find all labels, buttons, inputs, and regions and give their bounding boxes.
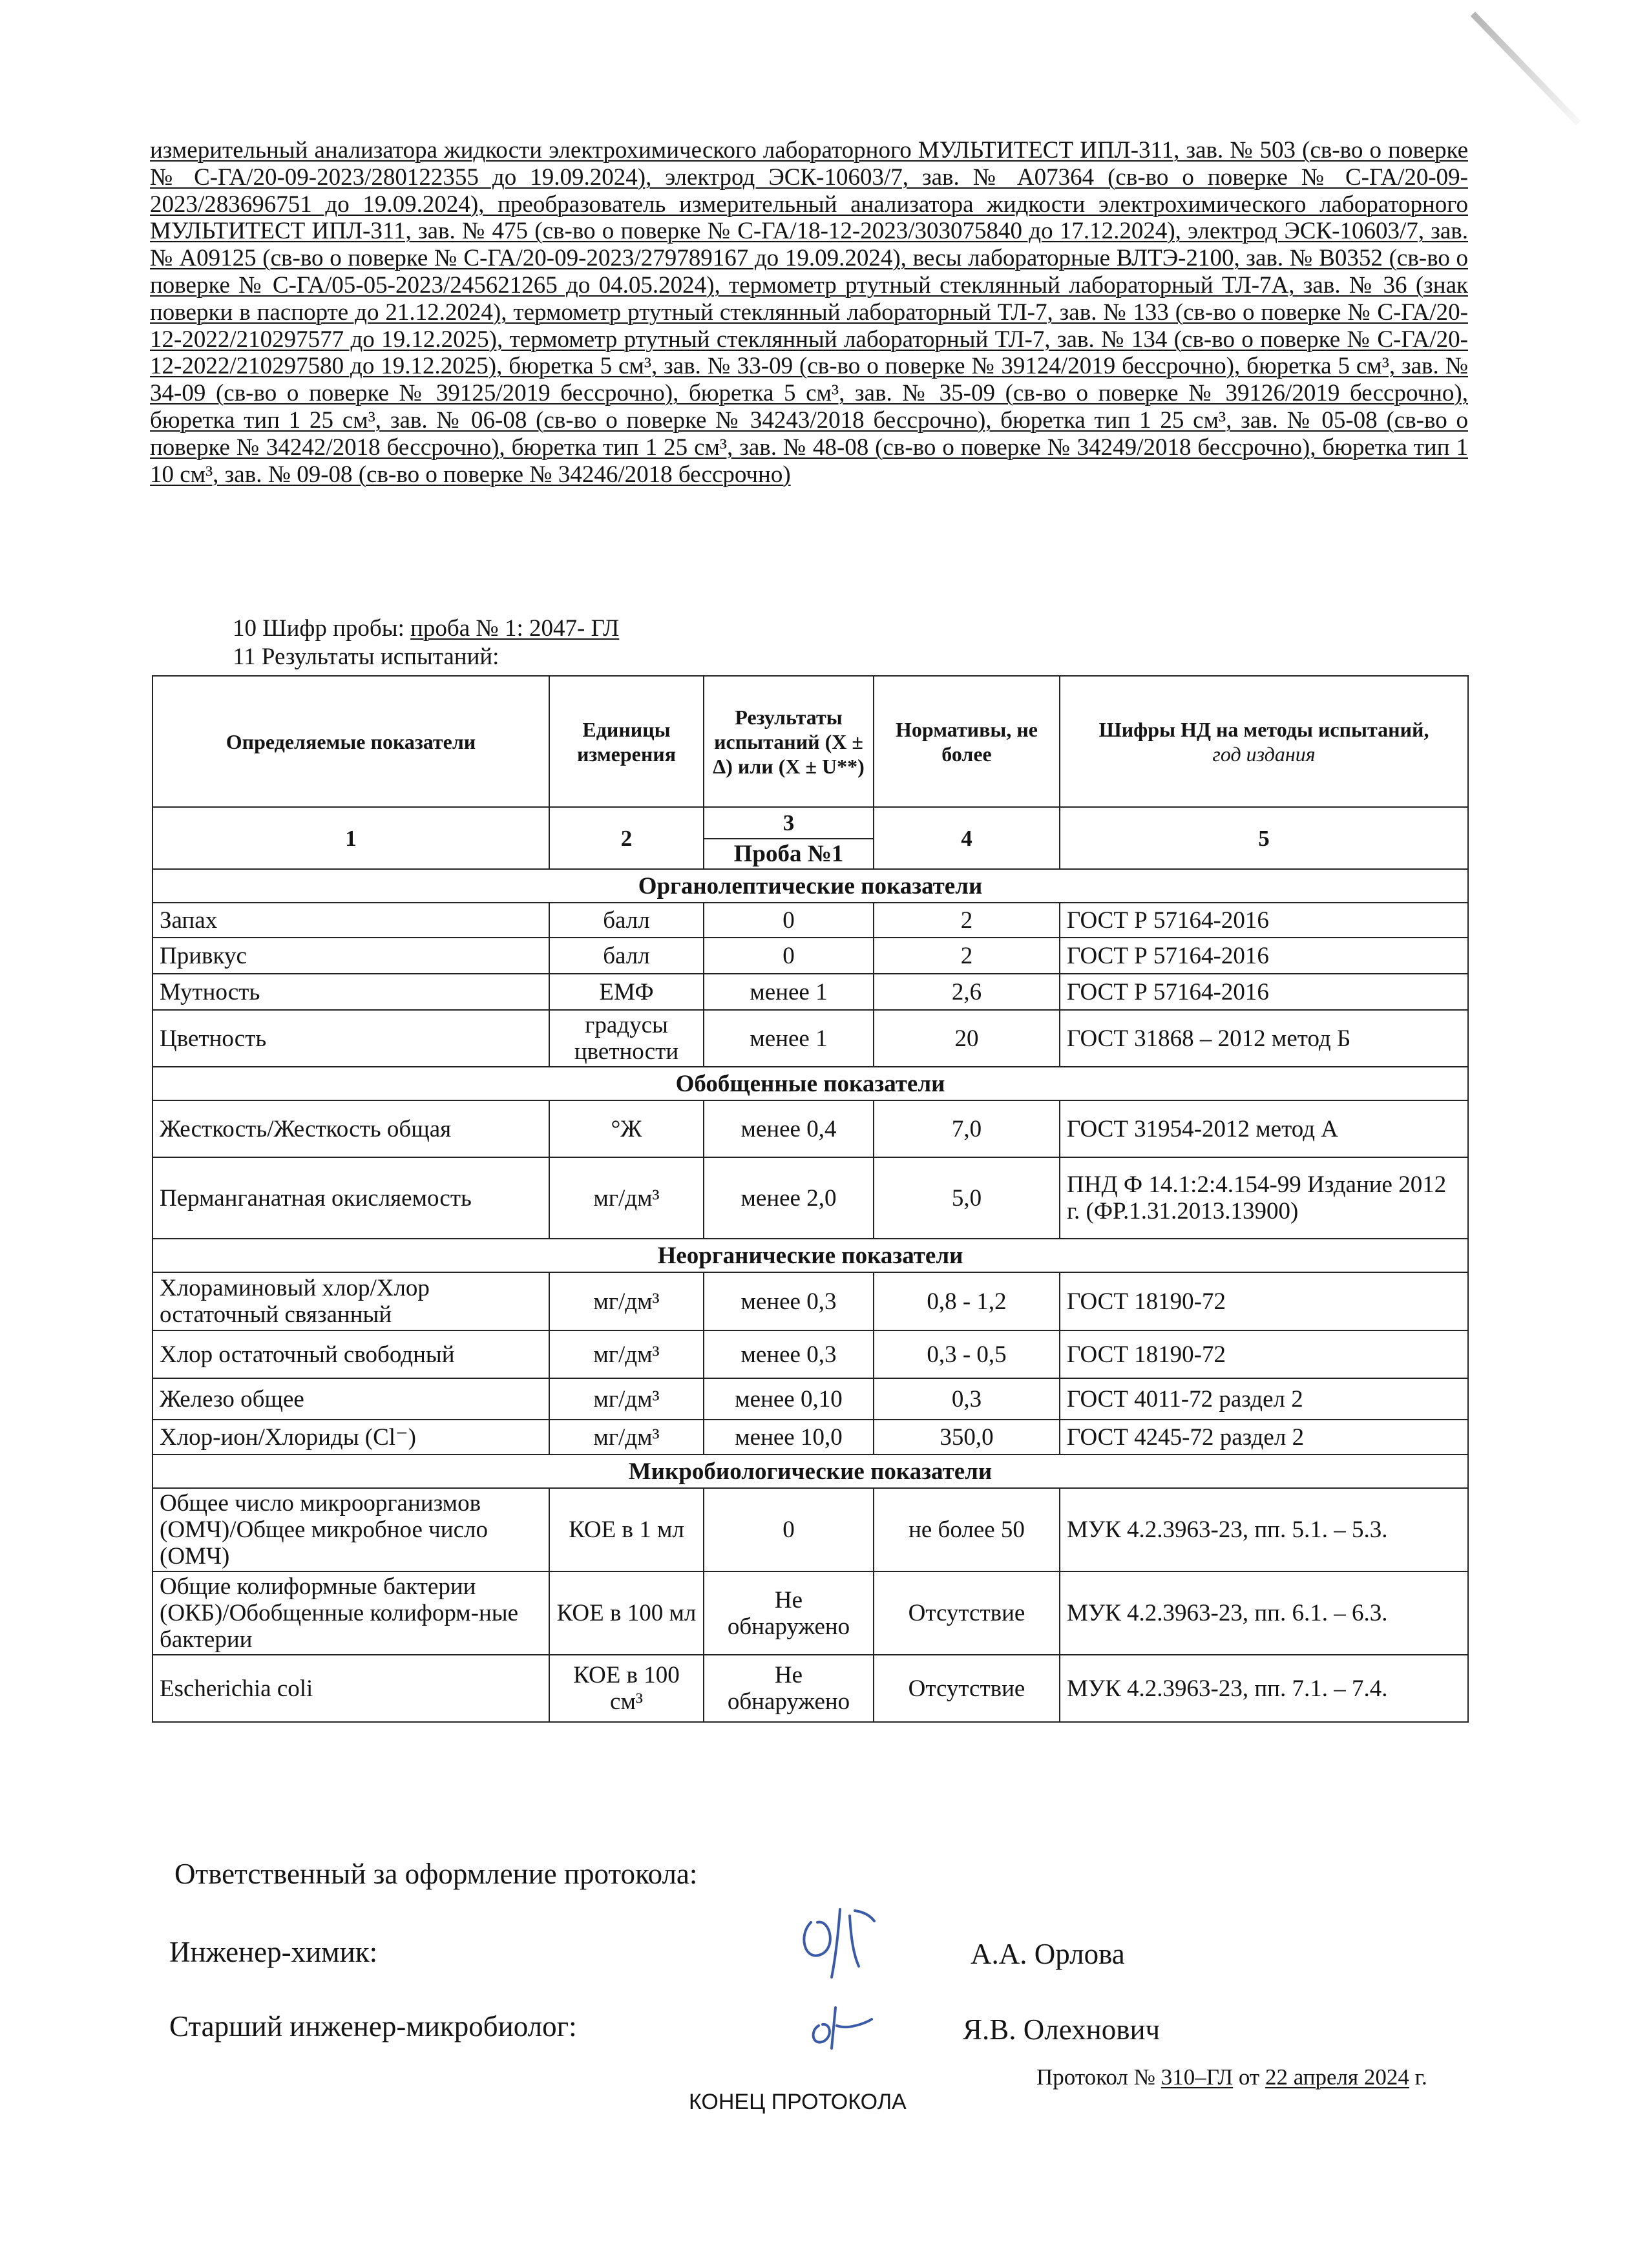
unit: °Ж — [549, 1100, 704, 1157]
indicator-name: Железо общее — [152, 1378, 549, 1420]
column-number: 4 — [874, 807, 1060, 869]
sample-label: Проба №1 — [704, 839, 874, 869]
result: менее 0,4 — [704, 1100, 874, 1157]
header-results: Результаты испытаний (X ± Δ) или (X ± U**) — [704, 676, 874, 807]
results-heading: 11 Результаты испытаний: — [233, 644, 499, 670]
table-row — [152, 938, 1468, 974]
section-title: Неорганические показатели — [152, 1239, 1468, 1272]
section-title: Микробиологические показатели — [152, 1454, 1468, 1488]
table-row — [152, 1420, 1468, 1454]
result: менее 2,0 — [704, 1157, 874, 1239]
norm: Отсутствие — [874, 1655, 1060, 1722]
result: менее 0,3 — [704, 1330, 874, 1378]
result: менее 1 — [704, 974, 874, 1010]
sample-code-line — [233, 615, 619, 642]
scan-edge-mark — [1471, 12, 1581, 125]
indicator-name: Общие колиформные бактерии (ОКБ)/Обобщенные колиформ-ные бактерии — [152, 1571, 549, 1655]
method: ГОСТ 31954-2012 метод А — [1060, 1100, 1468, 1157]
table-row — [152, 974, 1468, 1010]
indicator-name: Хлор остаточный свободный — [152, 1330, 549, 1378]
indicator-name: Жесткость/Жесткость общая — [152, 1100, 549, 1157]
table-header-row — [152, 676, 1468, 807]
indicator-name: Общее число микроорганизмов (ОМЧ)/Общее микробное число (ОМЧ) — [152, 1488, 549, 1571]
section-row — [152, 1239, 1468, 1272]
section-row — [152, 1067, 1468, 1100]
header-units: Единицы измерения — [549, 676, 704, 807]
sample-code-value: проба № 1: 2047- ГЛ — [410, 615, 620, 642]
unit: мг/дм³ — [549, 1272, 704, 1330]
norm: не более 50 — [874, 1488, 1060, 1571]
method: ГОСТ Р 57164-2016 — [1060, 938, 1468, 974]
result: Не обнаружено — [704, 1571, 874, 1655]
header-methods-year: год издания — [1212, 742, 1316, 766]
unit: КОЕ в 100 мл — [549, 1571, 704, 1655]
norm: 2,6 — [874, 974, 1060, 1010]
table-row — [152, 1655, 1468, 1722]
method: ГОСТ Р 57164-2016 — [1060, 974, 1468, 1010]
table-row — [152, 1330, 1468, 1378]
unit: мг/дм³ — [549, 1330, 704, 1378]
method: ГОСТ 18190-72 — [1060, 1272, 1468, 1330]
equipment-list-text: измерительный анализатора жидкости электрохимического лабораторного МУЛЬТИТЕСТ ИПЛ-311, зав. № 503 (св-во о поверке № С-ГА/20-09-2023/280122355 до 19.09.2024), электрод ЭСК-10603/7, зав. № А07364 (св-во о поверке № С-ГА/20-09-2023/283696751 до 19.09.2024), преобразователь измерительный анализатора жидкости электрохимического лабораторного МУЛЬТИТЕСТ ИПЛ-311, зав. № 475 (св-во о поверке № С-ГА/18-12-2023/303075840 до 17.12.2024), электрод ЭСК-10603/7, зав. № А09125 (св-во о поверке № С-ГА/20-09-2023/279789167 до 19.09.2024), весы лабораторные ВЛТЭ-2100, зав. № В0352 (св-во о поверке № С-ГА/05-05-2023/245621265 до 04.05.2024), термометр ртутный стеклянный лабораторный ТЛ-7А, зав. № 36 (знак поверки в паспорте до 21.12.2024), термометр ртутный стеклянный лабораторный ТЛ-7, зав. № 133 (св-во о поверке № С-ГА/20-12-2022/210297577 до 19.12.2025), термометр ртутный стеклянный лабораторный ТЛ-7, зав. № 134 (св-во о поверке № С-ГА/20-12-2022/210297580 до 19.12.2025), бюретка 5 см³, зав. № 33-09 (св-во о поверке № 39124/2019 бессрочно), бюретка 5 см³, зав. № 34-09 (св-во о поверке № 39125/2019 бессрочно), бюретка 5 см³, зав. № 35-09 (св-во о поверке № 39126/2019 бессрочно), бюретка тип 1 25 см³, зав. № 06-08 (св-во о поверке № 34243/2018 бессрочно), бюретка тип 1 25 см³, зав. № 05-08 (св-во о поверке № 34242/2018 бессрочно), бюретка тип 1 25 см³, зав. № 48-08 (св-во о поверке № 34249/2018 бессрочно), бюретка тип 1 10 см³, зав. № 09-08 (св-во о поверке № 34246/2018 бессрочно) — [150, 137, 1468, 488]
method: МУК 4.2.3963-23, пп. 6.1. – 6.3. — [1060, 1571, 1468, 1655]
indicator-name: Хлор-ион/Хлориды (Cl⁻) — [152, 1420, 549, 1454]
method: МУК 4.2.3963-23, пп. 7.1. – 7.4. — [1060, 1655, 1468, 1722]
role-chemist: Инженер-химик: — [169, 1936, 378, 1968]
signature-microbiologist — [804, 2000, 876, 2052]
norm: 7,0 — [874, 1100, 1060, 1157]
responsible-label: Ответственный за оформление протокола: — [174, 1858, 698, 1890]
indicator-name: Хлораминовый хлор/Хлор остаточный связанный — [152, 1272, 549, 1330]
indicator-name: Привкус — [152, 938, 549, 974]
norm: 0,3 — [874, 1378, 1060, 1420]
table-row — [152, 1571, 1468, 1655]
method: ГОСТ 18190-72 — [1060, 1330, 1468, 1378]
unit: мг/дм³ — [549, 1157, 704, 1239]
indicator-name: Цветность — [152, 1010, 549, 1067]
result: менее 10,0 — [704, 1420, 874, 1454]
result: Не обнаружено — [704, 1655, 874, 1722]
unit: градусы цветности — [549, 1010, 704, 1067]
column-number: 1 — [152, 807, 549, 869]
section-row — [152, 1454, 1468, 1488]
sample-code-label: 10 Шифр пробы: — [233, 615, 404, 642]
table-row — [152, 1010, 1468, 1067]
column-number: 2 — [549, 807, 704, 869]
unit: балл — [549, 938, 704, 974]
norm: 2 — [874, 938, 1060, 974]
name-chemist: А.А. Орлова — [971, 1938, 1125, 1970]
protocol-from: от — [1238, 2064, 1260, 2090]
role-microbiologist: Старший инженер-микробиолог: — [169, 2010, 577, 2042]
result: 0 — [704, 1488, 874, 1571]
header-indicators: Определяемые показатели — [152, 676, 549, 807]
norm: 5,0 — [874, 1157, 1060, 1239]
table-row — [152, 1378, 1468, 1420]
protocol-number: 310–ГЛ — [1161, 2064, 1234, 2090]
unit: балл — [549, 903, 704, 938]
table-row — [152, 1100, 1468, 1157]
column-numbers-row — [152, 807, 1468, 839]
unit: мг/дм³ — [549, 1420, 704, 1454]
method: ПНД Ф 14.1:2:4.154-99 Издание 2012 г. (ФР.1.31.2013.13900) — [1060, 1157, 1468, 1239]
table-row — [152, 903, 1468, 938]
method: ГОСТ Р 57164-2016 — [1060, 903, 1468, 938]
header-norms: Нормативы, не более — [874, 676, 1060, 807]
section-title: Органолептические показатели — [152, 869, 1468, 903]
indicator-name: Мутность — [152, 974, 549, 1010]
result: менее 1 — [704, 1010, 874, 1067]
column-number: 5 — [1060, 807, 1468, 869]
table-row — [152, 1157, 1468, 1239]
norm: 0,3 - 0,5 — [874, 1330, 1060, 1378]
unit: КОЕ в 1 мл — [549, 1488, 704, 1571]
result: менее 0,3 — [704, 1272, 874, 1330]
indicator-name: Escherichia coli — [152, 1655, 549, 1722]
result: 0 — [704, 903, 874, 938]
unit: КОЕ в 100 см³ — [549, 1655, 704, 1722]
protocol-suffix: г. — [1414, 2064, 1427, 2090]
results-table — [152, 675, 1469, 1723]
header-methods — [1060, 676, 1468, 807]
indicator-name: Запах — [152, 903, 549, 938]
method: МУК 4.2.3963-23, пп. 5.1. – 5.3. — [1060, 1488, 1468, 1571]
unit: мг/дм³ — [549, 1378, 704, 1420]
protocol-reference — [1036, 2064, 1427, 2090]
norm: 350,0 — [874, 1420, 1060, 1454]
end-of-protocol: КОНЕЦ ПРОТОКОЛА — [689, 2090, 907, 2114]
method: ГОСТ 4245-72 раздел 2 — [1060, 1420, 1468, 1454]
protocol-date: 22 апреля 2024 — [1265, 2064, 1409, 2090]
indicator-name: Перманганатная окисляемость — [152, 1157, 549, 1239]
norm: Отсутствие — [874, 1571, 1060, 1655]
norm: 2 — [874, 903, 1060, 938]
result: менее 0,10 — [704, 1378, 874, 1420]
table-row — [152, 1488, 1468, 1571]
method: ГОСТ 4011-72 раздел 2 — [1060, 1378, 1468, 1420]
signature-chemist — [792, 1896, 895, 1987]
name-microbiologist: Я.В. Олехнович — [963, 2013, 1161, 2046]
norm: 0,8 - 1,2 — [874, 1272, 1060, 1330]
method: ГОСТ 31868 – 2012 метод Б — [1060, 1010, 1468, 1067]
header-methods-text: Шифры НД на методы испытаний, — [1098, 717, 1429, 741]
section-title: Обобщенные показатели — [152, 1067, 1468, 1100]
section-row — [152, 869, 1468, 903]
result: 0 — [704, 938, 874, 974]
column-number: 3 — [704, 807, 874, 839]
norm: 20 — [874, 1010, 1060, 1067]
unit: ЕМФ — [549, 974, 704, 1010]
table-row — [152, 1272, 1468, 1330]
protocol-prefix: Протокол № — [1036, 2064, 1156, 2090]
